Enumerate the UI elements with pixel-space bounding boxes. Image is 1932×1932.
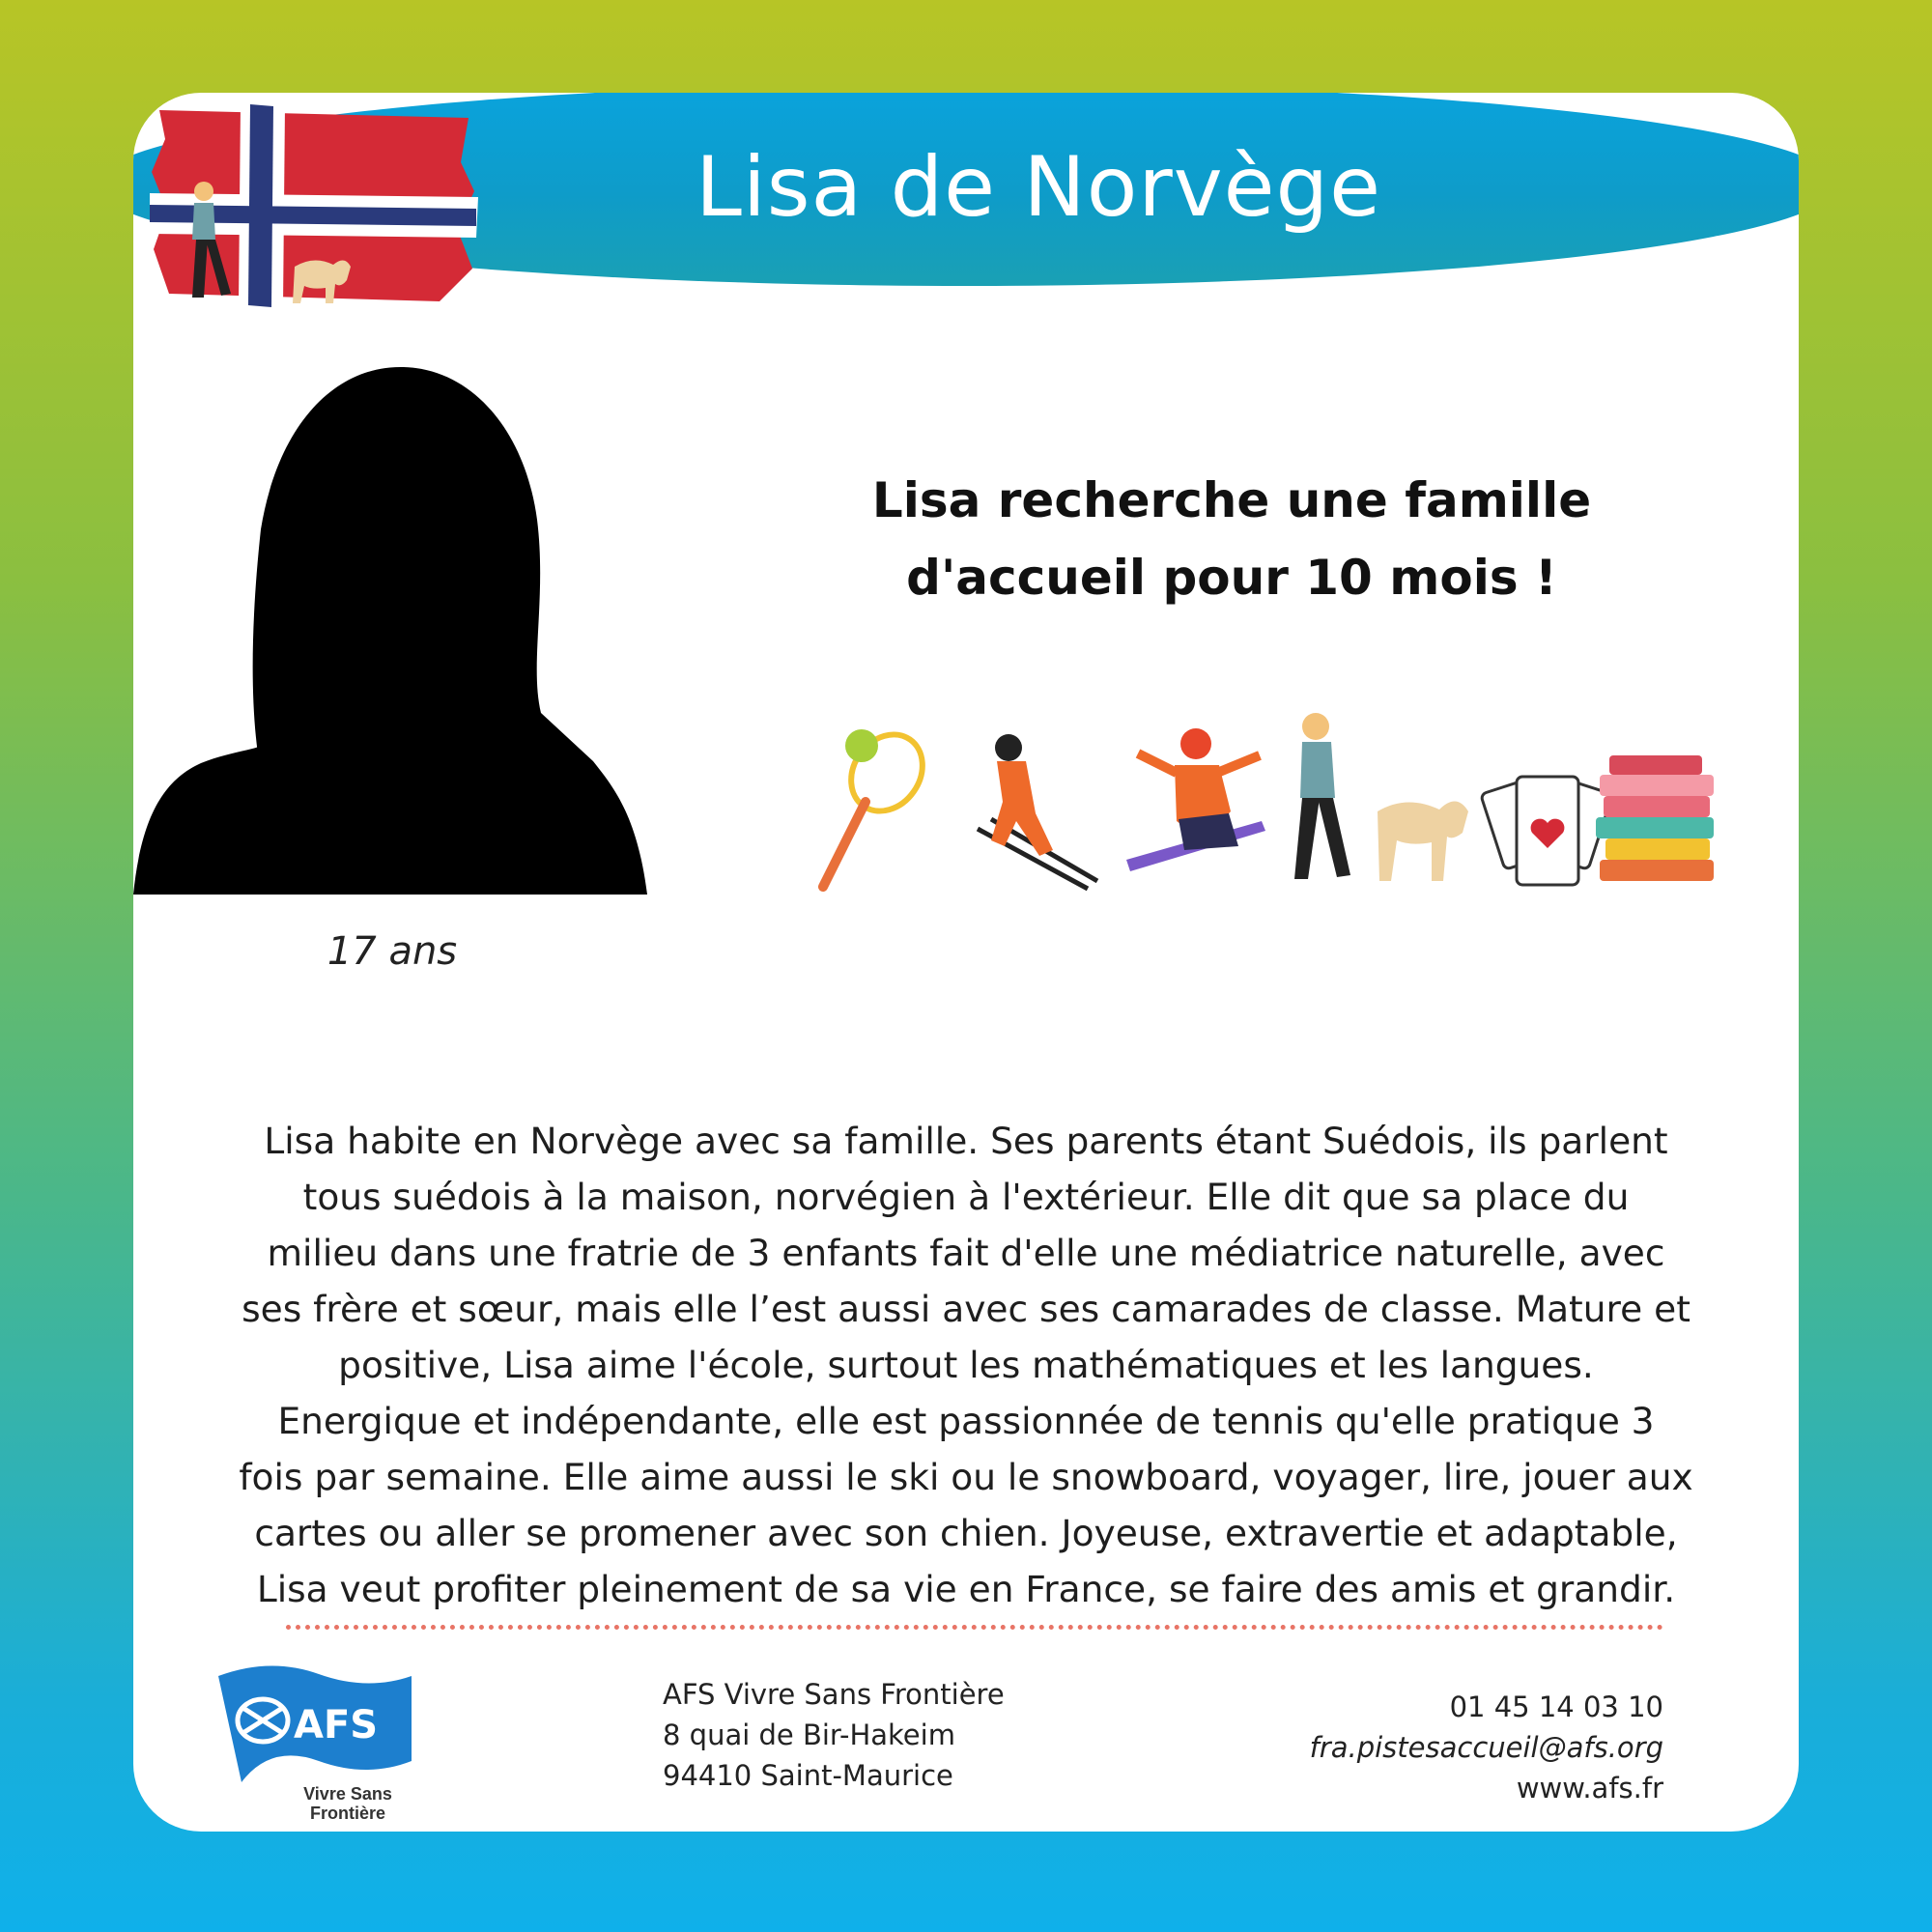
snowboarder-icon xyxy=(1126,728,1265,871)
headline xyxy=(811,462,1652,616)
contact-email[interactable]: fra.pistesaccueil@afs.org xyxy=(1309,1731,1663,1764)
dog-walk-icon xyxy=(1294,713,1468,881)
contact-website[interactable]: www.afs.fr xyxy=(1516,1772,1663,1804)
activities-strip xyxy=(798,705,1725,898)
afs-logo-subtitle-2: Frontière xyxy=(309,1804,386,1823)
bio-line: ses frère et sœur, mais elle l’est aussi avec ses camarades de classe. Mature et xyxy=(242,1288,1690,1330)
contact-phone: 01 45 14 03 10 xyxy=(1449,1690,1663,1723)
address-org: AFS Vivre Sans Frontière xyxy=(663,1678,1005,1711)
norway-flag-icon xyxy=(150,104,478,307)
skier-icon xyxy=(978,734,1097,889)
bio-line: Lisa habite en Norvège avec sa famille. Ses parents étant Suédois, ils parlent xyxy=(264,1120,1668,1162)
playing-cards-icon xyxy=(1481,777,1613,885)
bio-line: tous suédois à la maison, norvégien à l'extérieur. Elle dit que sa place du xyxy=(302,1176,1630,1218)
bio-line: Energique et indépendante, elle est passionnée de tennis qu'elle pratique 3 xyxy=(277,1400,1655,1442)
footer-address xyxy=(663,1674,1107,1796)
tennis-racket-icon xyxy=(823,721,937,887)
address-city: 94410 Saint-Maurice xyxy=(663,1759,953,1792)
footer-contact xyxy=(1159,1687,1663,1808)
afs-logo xyxy=(213,1657,415,1831)
bio-line: positive, Lisa aime l'école, surtout les mathématiques et les langues. xyxy=(338,1344,1594,1386)
headline-line-1: Lisa recherche une famille xyxy=(871,472,1592,528)
bio-line: Lisa veut profiter pleinement de sa vie en France, se faire des amis et grandir. xyxy=(256,1568,1676,1610)
page-title: Lisa de Norvège xyxy=(695,139,1382,236)
bio-line: milieu dans une fratrie de 3 enfants fait d'elle une médiatrice naturelle, avec xyxy=(267,1232,1665,1274)
bio-line: cartes ou aller se promener avec son chien. Joyeuse, extravertie et adaptable, xyxy=(254,1512,1678,1554)
footer-divider xyxy=(286,1625,1663,1630)
afs-logo-subtitle-1: Vivre Sans xyxy=(303,1784,392,1804)
profile-silhouette xyxy=(133,365,647,895)
afs-logo-name: AFS xyxy=(294,1703,379,1747)
headline-line-2: d'accueil pour 10 mois ! xyxy=(906,550,1557,606)
books-icon xyxy=(1596,755,1714,881)
address-street: 8 quai de Bir-Hakeim xyxy=(663,1719,955,1751)
bio-text xyxy=(162,1113,1770,1617)
bio-line: fois par semaine. Elle aime aussi le ski ou le snowboard, voyager, lire, jouer aux xyxy=(239,1456,1693,1498)
age-label: 17 ans xyxy=(327,929,458,974)
